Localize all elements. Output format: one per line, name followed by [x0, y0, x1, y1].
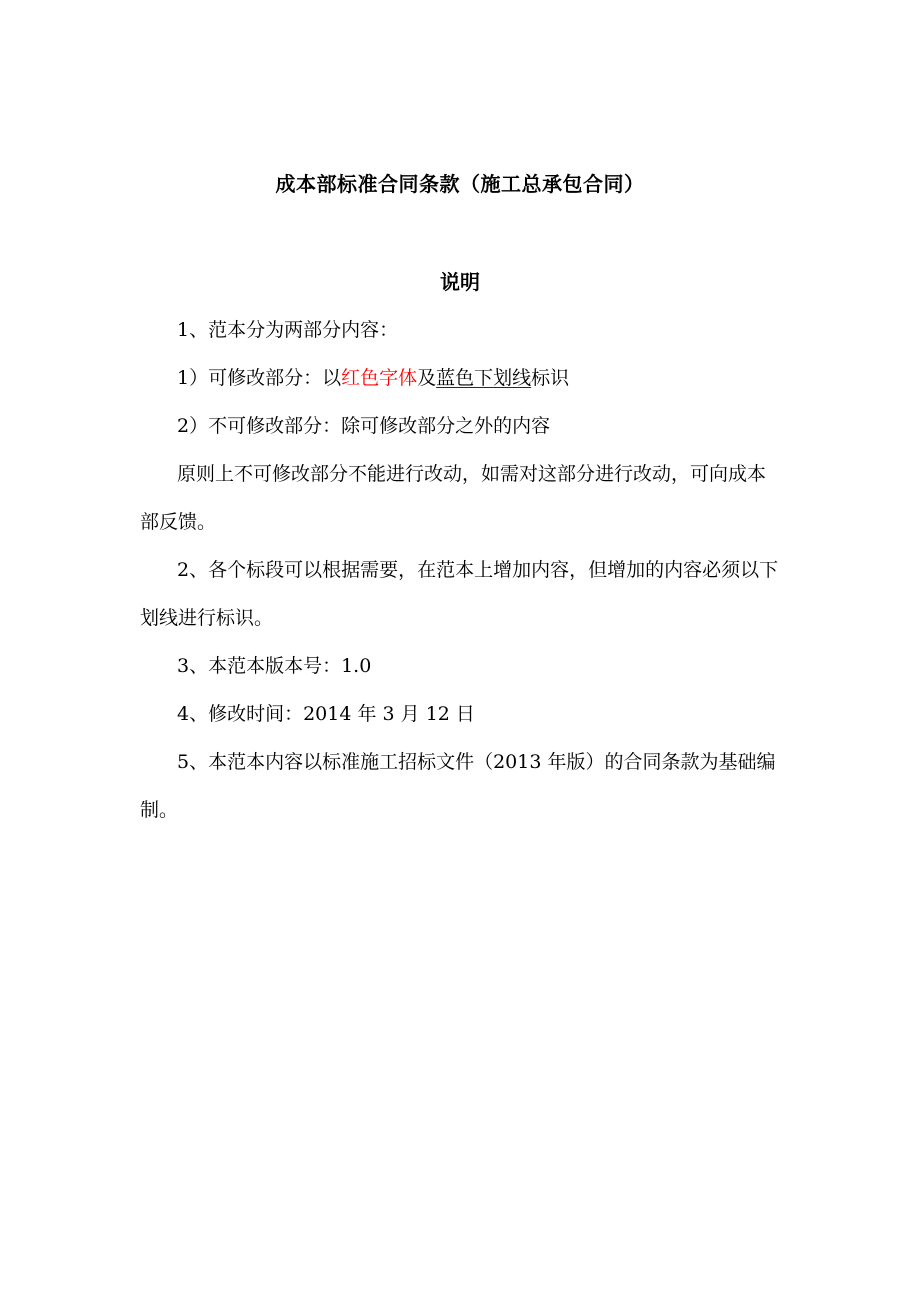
document-body: [140, 306, 782, 834]
paragraph-version: 3、本范本版本号：1.0: [177, 655, 372, 677]
paragraph-editable-prefix: 1）可修改部分：以: [177, 367, 342, 389]
paragraph-non-editable-part: 2）不可修改部分：除可修改部分之外的内容: [177, 415, 551, 437]
paragraph-item-1: 1、范本分为两部分内容：: [177, 319, 399, 341]
paragraph-editable-mid: 及: [417, 367, 437, 389]
paragraph-modified-date: 4、修改时间：2014 年 3 月 12 日: [177, 703, 475, 725]
red-font-text: 红色字体: [341, 367, 418, 389]
paragraph-editable-suffix: 标识: [531, 367, 570, 389]
paragraph-editable-part: [140, 354, 782, 402]
paragraph-basis: 5、本范本内容以标准施工招标文件（2013 年版）的合同条款为基础编制。: [140, 751, 776, 821]
document-title: 成本部标准合同条款（施工总承包合同）: [275, 172, 645, 196]
paragraph-principle: 原则上不可修改部分不能进行改动，如需对这部分进行改动，可向成本部反馈。: [140, 463, 767, 533]
blue-underline-text: 蓝色下划线: [436, 367, 532, 389]
paragraph-item-2: 2、各个标段可以根据需要，在范本上增加内容，但增加的内容必须以下划线进行标识。: [140, 559, 779, 629]
section-heading: 说明: [440, 270, 480, 294]
